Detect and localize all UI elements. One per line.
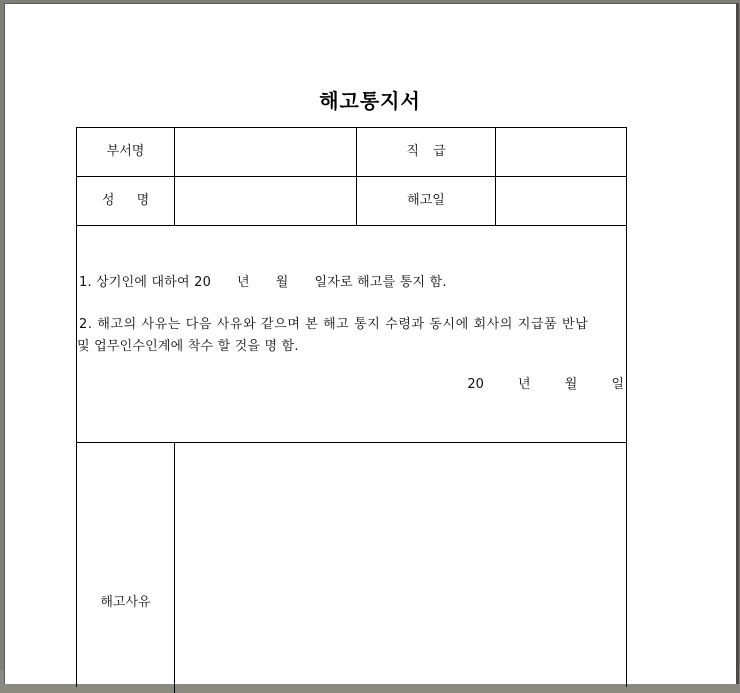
- dismissal-date-label: 해고일: [407, 193, 445, 208]
- document-title: 해고통지서: [319, 89, 421, 113]
- column-divider: [356, 128, 357, 226]
- notice-line-2a: 2. 해고의 사유는 다음 사유와 같으며 본 해고 통지 수령과 동시에 회사의 지급품 반납: [79, 317, 589, 332]
- notice-date-month-unit: 월: [564, 377, 578, 392]
- notice-date-year: 20: [467, 377, 484, 392]
- row-divider: [77, 225, 626, 226]
- rank-label: 직 급: [406, 144, 446, 159]
- reason-content-cell[interactable]: [175, 444, 626, 684]
- reason-label: 해고사유: [100, 595, 151, 610]
- notice-line-2b: 및 업무인수인계에 착수 할 것을 명 함.: [77, 339, 299, 354]
- row-divider: [77, 442, 626, 443]
- row-divider: [77, 176, 626, 177]
- notice-line-1: 1. 상기인에 대하여 20 년 월 일자로 해고를 통지 함.: [79, 275, 447, 290]
- notice-date: [467, 377, 624, 393]
- notice-date-day-unit: 일: [611, 377, 624, 392]
- column-divider: [495, 128, 496, 226]
- dismissal-form-table: [76, 127, 627, 687]
- dept-label: 부서명: [106, 144, 145, 159]
- column-divider: [174, 128, 175, 226]
- name-label: 성 명: [101, 193, 150, 208]
- notice-date-year-unit: 년: [518, 377, 531, 392]
